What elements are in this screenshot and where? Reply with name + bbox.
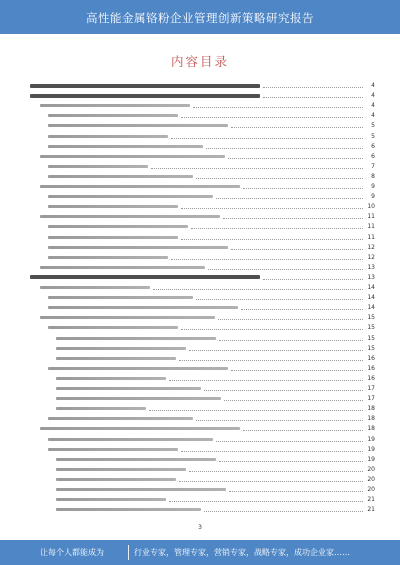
toc-entry-title <box>56 345 186 352</box>
toc-entry-title <box>40 314 215 321</box>
toc-entry-title <box>48 234 178 241</box>
toc-entry[interactable] <box>30 506 375 514</box>
toc-entry[interactable] <box>30 415 375 423</box>
toc-entry[interactable] <box>30 335 375 343</box>
footer-slogan: 让每个人都能成为 <box>40 548 104 557</box>
toc-entry-title <box>48 203 178 210</box>
toc-dot-leader <box>229 491 363 492</box>
toc-dot-leader <box>196 178 363 179</box>
toc-entry-title <box>40 153 225 160</box>
toc-entry-title <box>48 365 228 372</box>
toc-dot-leader <box>181 329 363 330</box>
toc-entry-title <box>30 274 260 281</box>
toc-dot-leader <box>231 127 363 128</box>
toc-entry-page: 8 <box>371 172 375 180</box>
toc-entry[interactable] <box>30 355 375 363</box>
toc-dot-leader <box>189 471 363 472</box>
toc-entry[interactable] <box>30 254 375 262</box>
toc-dot-leader <box>169 380 363 381</box>
toc-entry-title <box>56 486 226 493</box>
toc-entry-title <box>40 213 220 220</box>
page-header <box>0 0 400 34</box>
toc-dot-leader <box>191 228 363 229</box>
toc-dot-leader <box>179 481 363 482</box>
toc-entry-title <box>30 82 260 89</box>
page-footer <box>0 540 400 565</box>
toc-entry[interactable] <box>30 203 375 211</box>
toc-dot-leader <box>206 148 363 149</box>
toc-entry[interactable] <box>30 213 375 221</box>
toc-entry-title <box>56 506 201 513</box>
toc-dot-leader <box>218 319 363 320</box>
toc-entry-page: 16 <box>367 374 375 382</box>
toc-entry[interactable] <box>30 324 375 332</box>
toc-entry-page: 11 <box>367 233 375 241</box>
toc-entry[interactable] <box>30 476 375 484</box>
toc-entry-title <box>30 92 260 99</box>
toc-entry-title <box>48 143 203 150</box>
toc-dot-leader <box>219 461 363 462</box>
toc-dot-leader <box>196 420 363 421</box>
toc-entry-page: 19 <box>367 455 375 463</box>
toc-entry-page: 4 <box>371 92 375 100</box>
toc-entry-page: 12 <box>367 243 375 251</box>
toc-entry-title <box>48 112 178 119</box>
toc-entry-page: 17 <box>367 385 375 392</box>
toc-entry[interactable] <box>30 274 375 282</box>
toc-entry[interactable] <box>30 264 375 272</box>
toc-dot-leader <box>204 390 363 391</box>
toc-entry[interactable] <box>30 385 375 393</box>
toc-entry-title <box>56 385 201 392</box>
toc-entry-title <box>56 496 166 503</box>
toc-entry[interactable] <box>30 405 375 413</box>
toc-entry-page: 5 <box>371 132 375 140</box>
toc-dot-leader <box>181 451 363 452</box>
toc-entry[interactable] <box>30 133 375 141</box>
toc-dot-leader <box>196 299 363 300</box>
toc-entry-title <box>56 335 216 342</box>
toc-entry[interactable] <box>30 234 375 242</box>
toc-dot-leader <box>216 198 363 199</box>
page-number: 3 <box>198 524 202 531</box>
toc-entry-title <box>56 466 186 473</box>
toc-entry-title <box>56 456 216 463</box>
toc-dot-leader <box>181 117 363 118</box>
toc-entry[interactable] <box>30 456 375 464</box>
toc-entry[interactable] <box>30 143 375 151</box>
toc-entry[interactable] <box>30 345 375 353</box>
toc-dot-leader <box>243 430 363 431</box>
toc-dot-leader <box>149 410 363 411</box>
toc-dot-leader <box>216 441 363 442</box>
toc-dot-leader <box>153 289 363 290</box>
report-title: 高性能金属铬粉企业管理创新策略研究报告 <box>86 11 314 25</box>
toc-entry[interactable] <box>30 294 375 302</box>
toc-entry-page: 19 <box>367 445 375 453</box>
toc-entry[interactable] <box>30 284 375 292</box>
toc-entry[interactable] <box>30 395 375 403</box>
toc-entry-page: 20 <box>367 465 375 473</box>
toc-entry-page: 5 <box>371 122 375 130</box>
toc-entry-title <box>48 173 193 180</box>
toc-entry-title <box>40 183 240 190</box>
toc-dot-leader <box>171 138 363 139</box>
toc-entry[interactable] <box>30 436 375 444</box>
toc-entry[interactable] <box>30 314 375 322</box>
toc-entry-title <box>40 284 150 291</box>
toc-dot-leader <box>219 340 363 341</box>
toc-entry-page: 13 <box>367 263 375 271</box>
toc-entry-title <box>48 122 228 129</box>
toc-entry[interactable] <box>30 425 375 433</box>
toc-entry-page: 13 <box>367 273 375 281</box>
toc-entry[interactable] <box>30 223 375 231</box>
toc-entry-page: 15 <box>367 324 375 332</box>
toc-entry-page: 4 <box>371 82 375 89</box>
toc-dot-leader <box>231 370 363 371</box>
footer-tagline: 行业专家，管理专家，营销专家，战略专家，成功企业家…… <box>134 548 350 557</box>
toc-entry[interactable] <box>30 486 375 494</box>
toc-dot-leader <box>263 97 363 98</box>
toc-entry-title <box>56 355 176 362</box>
toc-entry-page: 20 <box>367 486 375 493</box>
toc-entry-page: 14 <box>367 294 375 302</box>
toc-dot-leader <box>204 511 363 512</box>
toc-dot-leader <box>151 168 363 169</box>
toc-entry-page: 16 <box>367 354 375 362</box>
toc-dot-leader <box>228 158 363 159</box>
toc-dot-leader <box>223 218 363 219</box>
toc-entry-page: 16 <box>367 364 375 372</box>
toc-entry-title <box>48 324 178 331</box>
toc-entry-page: 4 <box>371 112 375 120</box>
toc-entry-title <box>48 294 193 301</box>
footer-divider <box>128 545 129 560</box>
toc-entry-title <box>48 244 228 251</box>
toc-entry[interactable] <box>30 183 375 191</box>
toc-entry-title <box>48 415 193 422</box>
toc-dot-leader <box>169 501 363 502</box>
toc-dot-leader <box>241 309 363 310</box>
toc-dot-leader <box>208 269 363 270</box>
toc-entry[interactable] <box>30 112 375 120</box>
toc-entry-page: 14 <box>367 284 375 291</box>
toc-entry-title <box>48 133 168 140</box>
toc-entry-title <box>56 405 146 412</box>
toc-entry-page: 21 <box>367 506 375 514</box>
toc-heading: 内容目录 <box>170 54 229 69</box>
toc-entry[interactable] <box>30 466 375 474</box>
toc-dot-leader <box>193 107 363 108</box>
toc-dot-leader <box>224 400 363 401</box>
toc-entry[interactable] <box>30 82 375 90</box>
toc-entry-page: 18 <box>367 405 375 413</box>
toc-entry[interactable] <box>30 92 375 100</box>
toc-dot-leader <box>231 249 363 250</box>
toc-entry[interactable] <box>30 102 375 110</box>
toc-entry-page: 19 <box>367 435 375 443</box>
toc-dot-leader <box>181 208 363 209</box>
toc-entry-title <box>56 476 176 483</box>
toc-entry-title <box>56 375 166 382</box>
toc-entry[interactable] <box>30 173 375 181</box>
toc-entry-page: 15 <box>367 314 375 322</box>
toc-entry-title <box>48 446 178 453</box>
toc-entry-page: 15 <box>367 344 375 352</box>
toc-entry-page: 9 <box>371 183 375 190</box>
toc-entry-page: 7 <box>371 162 375 170</box>
toc-entry-page: 15 <box>367 334 375 342</box>
toc-entry[interactable] <box>30 446 375 454</box>
toc-dot-leader <box>263 279 363 280</box>
toc-entry-title <box>56 395 221 402</box>
toc-dot-leader <box>171 259 363 260</box>
toc-entry-page: 4 <box>371 102 375 110</box>
toc-entry-page: 17 <box>367 395 375 403</box>
toc-dot-leader <box>243 188 363 189</box>
toc-dot-leader <box>189 350 363 351</box>
toc-entry-page: 6 <box>371 142 375 150</box>
toc-entry[interactable] <box>30 496 375 504</box>
toc-entry[interactable] <box>30 163 375 171</box>
toc-entry[interactable] <box>30 375 375 383</box>
toc-entry-title <box>40 425 240 432</box>
toc-entry-page: 21 <box>367 496 375 504</box>
toc-entry-page: 14 <box>367 304 375 312</box>
toc-entry[interactable] <box>30 122 375 130</box>
toc-entry[interactable] <box>30 193 375 201</box>
toc-entry-page: 12 <box>367 253 375 261</box>
toc-entry-page: 18 <box>367 425 375 433</box>
toc-entry[interactable] <box>30 304 375 312</box>
toc-dot-leader <box>181 239 363 240</box>
toc-entry-page: 9 <box>371 193 375 201</box>
toc-entry-title <box>48 304 238 311</box>
toc-entry-page: 6 <box>371 152 375 160</box>
toc-entry-page: 18 <box>367 415 375 423</box>
toc-entry-title <box>40 102 190 109</box>
toc-dot-leader <box>263 87 363 88</box>
toc-entry-title <box>48 193 213 200</box>
toc-entry-page: 10 <box>367 203 375 211</box>
table-of-contents <box>30 82 375 518</box>
toc-entry-title <box>48 254 168 261</box>
toc-entry-title <box>48 163 148 170</box>
toc-entry-page: 11 <box>367 213 375 221</box>
toc-entry-page: 11 <box>367 223 375 231</box>
toc-entry-title <box>40 264 205 271</box>
toc-dot-leader <box>179 360 363 361</box>
toc-entry-page: 20 <box>367 475 375 483</box>
toc-entry[interactable] <box>30 244 375 252</box>
toc-entry-title <box>48 436 213 443</box>
toc-entry-title <box>48 223 188 230</box>
toc-entry[interactable] <box>30 365 375 373</box>
toc-entry[interactable] <box>30 153 375 161</box>
